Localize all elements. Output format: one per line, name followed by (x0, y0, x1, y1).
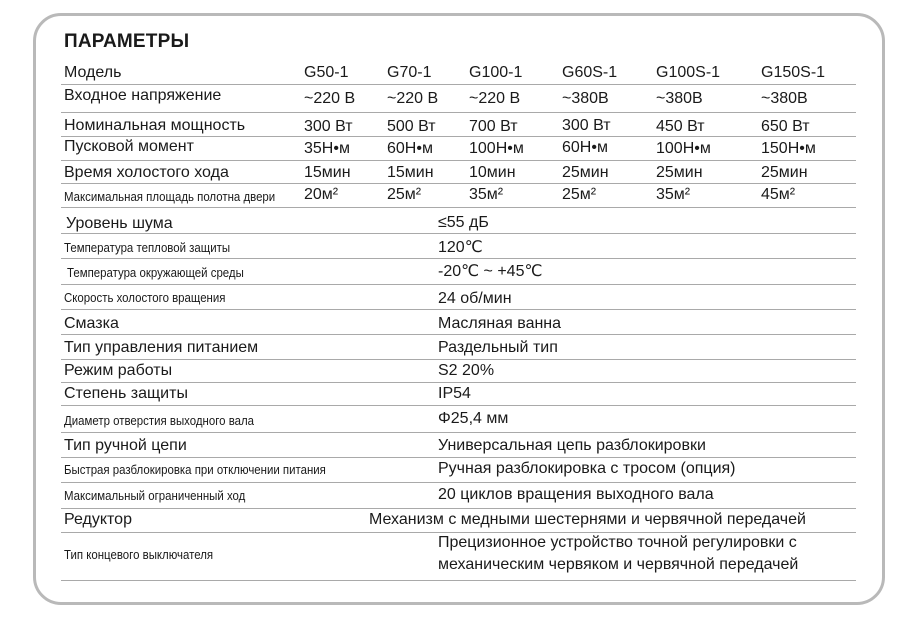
table-cell: 25мин (656, 164, 703, 181)
model-g100-1: G100-1 (469, 64, 523, 81)
row-label: Входное напряжение (64, 87, 222, 104)
table-cell: 10мин (469, 164, 516, 181)
table-cell: 25м² (562, 186, 597, 203)
row-label: Степень защиты (64, 385, 188, 402)
row-label: Редуктор (64, 511, 132, 528)
table-cell: 35м² (469, 186, 504, 203)
table-cell: 300 Вт (562, 117, 611, 134)
model-g100s-1: G100S-1 (656, 64, 721, 81)
table-row-voltage (61, 84, 856, 113)
row-label: Скорость холостого вращения (64, 290, 226, 305)
table-cell: Прецизионное устройство точной регулировки с механическим червяком и червячной передачей (438, 534, 799, 573)
table-cell: ~380В (761, 90, 808, 107)
table-cell: Универсальная цепь разблокировки (438, 437, 706, 454)
table-cell: 45м² (761, 186, 796, 203)
table-row-gearbox (61, 508, 856, 533)
page-title: ПАРАМЕТРЫ (64, 31, 190, 52)
table-cell: ~380В (656, 90, 703, 107)
row-label: Температура тепловой защиты (64, 240, 231, 255)
table-cell: 35м² (656, 186, 691, 203)
table-cell: 15мин (304, 164, 351, 181)
table-cell: 100Н•м (469, 140, 524, 157)
table-row-noise (61, 207, 856, 234)
table-cell: 500 Вт (387, 118, 436, 135)
table-cell: ~220 В (304, 90, 356, 107)
table-cell: 35Н•м (304, 140, 350, 157)
table-row-ambient-temp (61, 258, 856, 285)
row-label: Модель (64, 64, 122, 81)
table-cell: ~380В (562, 90, 609, 107)
table-cell: 25мин (761, 164, 808, 181)
row-label: Тип концевого выключателя (64, 547, 214, 562)
table-cell: 300 Вт (304, 118, 353, 135)
model-g50-1: G50-1 (304, 64, 349, 81)
row-label: Тип управления питанием (64, 339, 259, 356)
table-row-shaft-diameter (61, 405, 856, 433)
table-cell: 25мин (562, 164, 609, 181)
table-cell: 150Н•м (761, 140, 816, 157)
table-row-idle-time (61, 160, 856, 184)
table-cell: S2 20% (438, 362, 495, 379)
row-label: Диаметр отверстия выходного вала (64, 413, 255, 428)
row-label: Быстрая разблокировка при отключении питания (64, 462, 326, 477)
model-g60s-1: G60S-1 (562, 64, 618, 81)
table-cell: 20м² (304, 186, 339, 203)
table-row-quick-release (61, 457, 856, 483)
table-cell: 100Н•м (656, 140, 711, 157)
table-cell: 120℃ (438, 239, 483, 256)
row-label: Время холостого хода (64, 164, 229, 181)
table-cell: ≤55 дБ (438, 214, 489, 231)
table-cell: 60Н•м (562, 139, 608, 156)
table-cell: -20℃ ~ +45℃ (438, 263, 543, 280)
table-row-power (61, 112, 856, 137)
row-label: Пусковой момент (64, 138, 194, 155)
row-label: Тип ручной цепи (64, 437, 187, 454)
table-row-power-control (61, 334, 856, 360)
row-label: Максимальный ограниченный ход (64, 488, 246, 503)
table-row-manual-chain (61, 432, 856, 458)
table-cell: IP54 (438, 385, 471, 402)
table-row-lubrication (61, 309, 856, 335)
table-cell: 20 циклов вращения выходного вала (438, 486, 714, 503)
table-row-max-travel (61, 482, 856, 509)
table-cell: 60Н•м (387, 140, 433, 157)
row-label: Температура окружающей среды (67, 265, 244, 280)
table-row-model (61, 62, 856, 85)
row-label: Номинальная мощность (64, 117, 246, 134)
model-g150s-1: G150S-1 (761, 64, 826, 81)
table-row-protection-class (61, 382, 856, 406)
table-cell: 450 Вт (656, 118, 705, 135)
table-cell: 15мин (387, 164, 434, 181)
table-cell: Φ25,4 мм (438, 410, 509, 427)
table-row-duty-mode (61, 359, 856, 383)
row-label: Максимальная площадь полотна двери (64, 189, 276, 204)
table-cell: 25м² (387, 186, 422, 203)
row-label: Уровень шума (66, 215, 173, 232)
table-cell: 650 Вт (761, 118, 810, 135)
row-label: Режим работы (64, 362, 173, 379)
table-row-thermal-protection (61, 233, 856, 259)
table-cell: ~220 В (469, 90, 521, 107)
table-cell: Ручная разблокировка с тросом (опция) (438, 460, 736, 477)
table-cell: ~220 В (387, 90, 439, 107)
table-row-idle-speed (61, 284, 856, 310)
table-cell: Механизм с медными шестернями и червячной передачей (369, 511, 806, 528)
table-cell: Масляная ванна (438, 315, 562, 332)
model-g70-1: G70-1 (387, 64, 432, 81)
table-row-door-area (61, 183, 856, 208)
table-cell: 24 об/мин (438, 290, 512, 307)
table-cell: 700 Вт (469, 118, 518, 135)
table-row-torque (61, 136, 856, 161)
table-cell: Раздельный тип (438, 339, 558, 356)
table-row-limit-switch (61, 532, 856, 581)
row-label: Смазка (64, 315, 119, 332)
